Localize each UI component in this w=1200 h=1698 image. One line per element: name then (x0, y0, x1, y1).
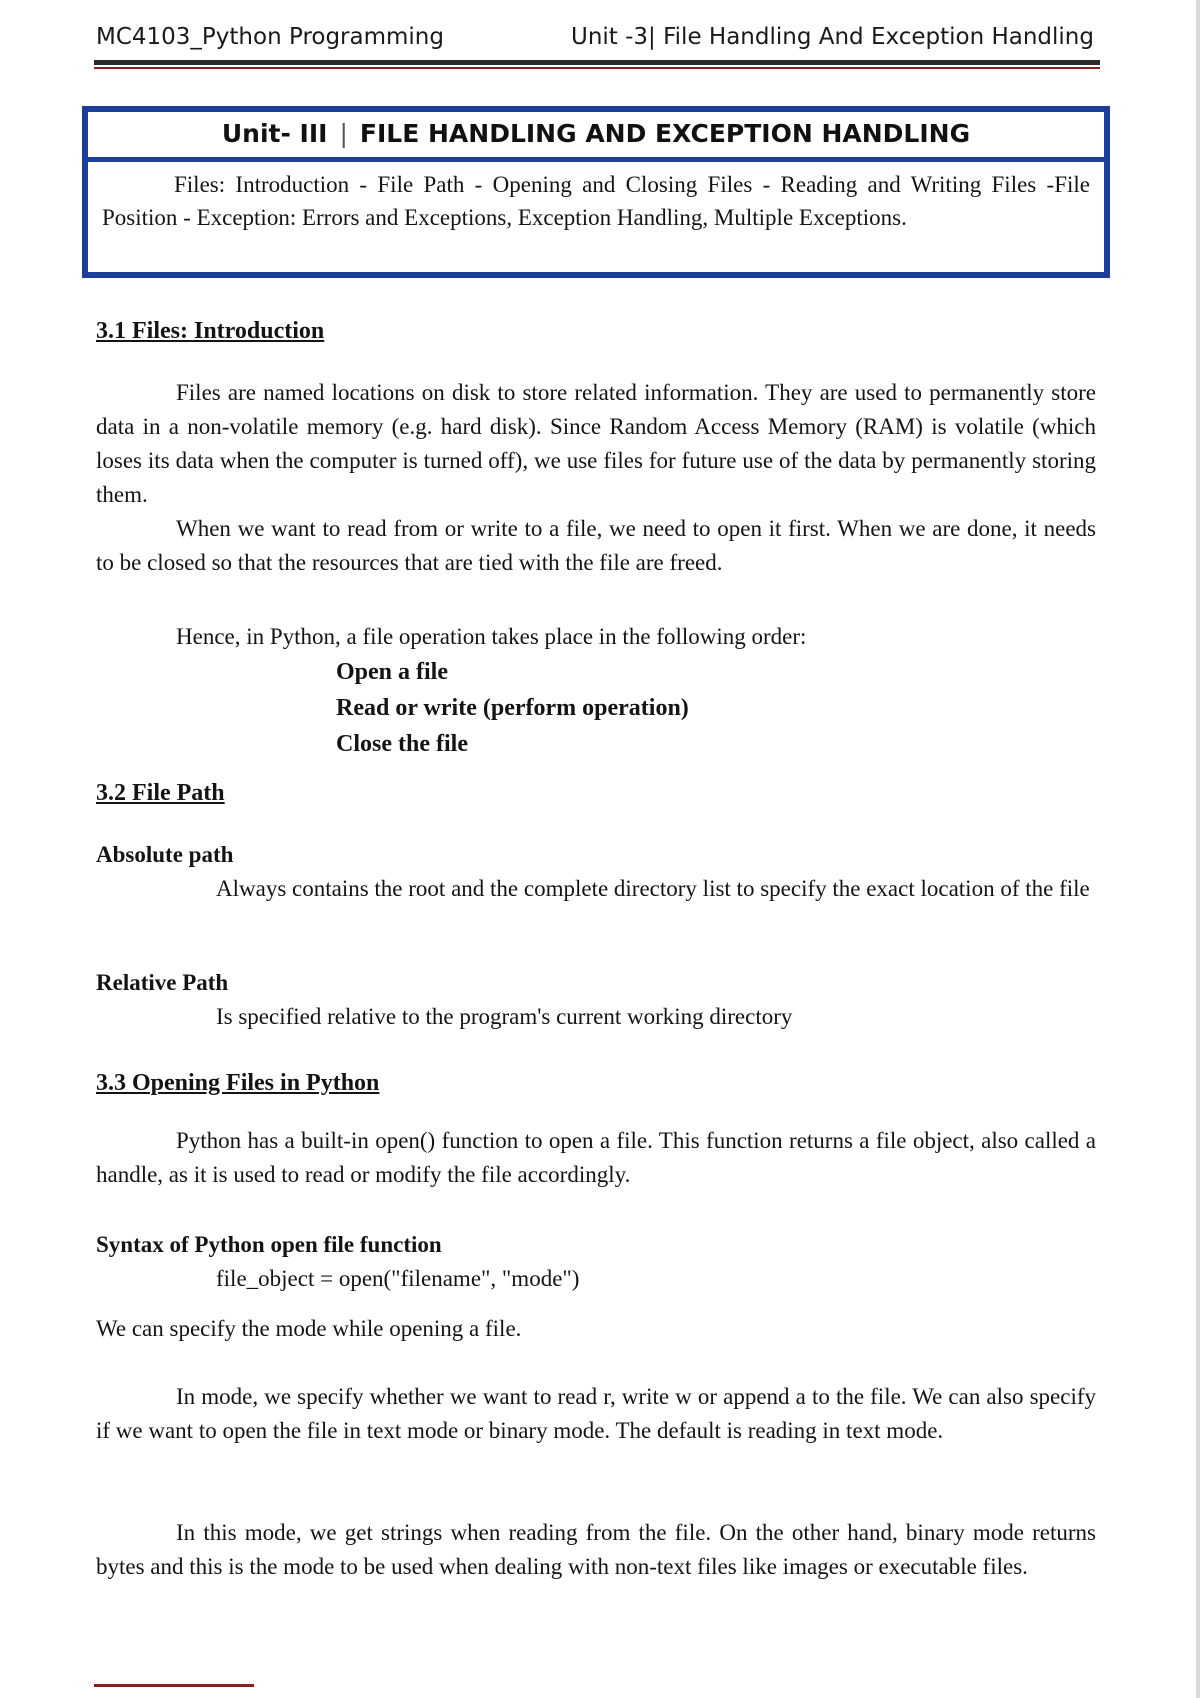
mode-note-text: We can specify the mode while opening a file. (96, 1316, 522, 1341)
absolute-path-text: Always contains the root and the complete directory list to specify the exact location of the file (216, 876, 1090, 901)
text-binary-paragraph: In this mode, we get strings when reading from the file. On the other hand, binary mode returns bytes and this is the mode to be used when dealing with non-text files like images or executable files. (96, 1520, 1096, 1579)
mode-paragraph: In mode, we specify whether we want to read r, write w or append a to the file. We can also specify if we want to open the file in text mode or binary mode. The default is reading in text mode. (96, 1384, 1096, 1443)
header-rule (94, 60, 1100, 65)
unit-summary-box (82, 106, 1110, 278)
section-3-1-paragraph-1: Files are named locations on disk to store related information. They are used to permanently store data in a non-volatile memory (e.g. hard disk). Since Random Access Memory (RAM) is volatile (which loses its data when the computer is turned off), we use files for future use of the data by permanently storing them. (96, 380, 1096, 507)
section-3-2-heading: 3.2 File Path (96, 780, 225, 806)
relative-path-text: Is specified relative to the program's current working directory (216, 1004, 793, 1029)
open-syntax-block (96, 1228, 1096, 1296)
section-3-1-body (96, 376, 1096, 580)
file-operation-intro: Hence, in Python, a file operation takes place in the following order: (176, 624, 807, 649)
step-close-file: Close the file (336, 731, 468, 757)
page-header (96, 24, 1094, 50)
section-3-3-intro (96, 1124, 1096, 1192)
unit-syllabus (102, 168, 1090, 234)
unit-title-text: FILE HANDLING AND EXCEPTION HANDLING (359, 119, 971, 148)
text-binary-mode (96, 1516, 1096, 1584)
mode-note (96, 1312, 1096, 1346)
section-3-1-paragraph-2: When we want to read from or write to a file, we need to open it first. When we are done, it needs to be closed so that the resources that are tied with the file are freed. (96, 516, 1096, 575)
section-3-2 (96, 776, 1096, 810)
file-operation-order (96, 620, 1096, 762)
header-unit-title: Unit -3| File Handling And Exception Handling (570, 24, 1094, 50)
relative-path-block (96, 966, 1096, 1034)
relative-path-label: Relative Path (96, 970, 229, 995)
header-course-title: MC4103_Python Programming (96, 24, 444, 50)
absolute-path-description (96, 872, 1096, 906)
header-rule-accent (94, 67, 1100, 69)
section-3-3-heading: 3.3 Opening Files in Python (96, 1070, 380, 1096)
absolute-path-block (96, 838, 1096, 906)
unit-title-separator: | (339, 119, 348, 148)
file-operation-steps (96, 654, 1096, 762)
section-3-3-paragraph-1: Python has a built-in open() function to open a file. This function returns a file object, also called a handle, as it is used to read or modify the file accordingly. (96, 1128, 1096, 1187)
section-3-3 (96, 1066, 1096, 1100)
unit-title (88, 112, 1104, 162)
syntax-code: file_object = open("filename", "mode") (216, 1266, 580, 1291)
step-open-file: Open a file (336, 659, 448, 685)
syntax-label: Syntax of Python open file function (96, 1232, 442, 1257)
page-edge-shadow (1196, 0, 1200, 1698)
section-3-1-heading: 3.1 Files: Introduction (96, 318, 325, 344)
unit-syllabus-text: Files: Introduction - File Path - Opening and Closing Files - Reading and Writing Files -File Position - Exception: Errors and Exceptions, Exception Handling, Multiple Exceptions. (102, 172, 1090, 230)
absolute-path-label: Absolute path (96, 842, 234, 867)
section-3-1-heading-wrap (96, 314, 1096, 348)
unit-number: Unit- III (221, 119, 328, 148)
step-read-write: Read or write (perform operation) (336, 695, 689, 721)
footer-rule (94, 1684, 254, 1687)
mode-explanation (96, 1380, 1096, 1448)
